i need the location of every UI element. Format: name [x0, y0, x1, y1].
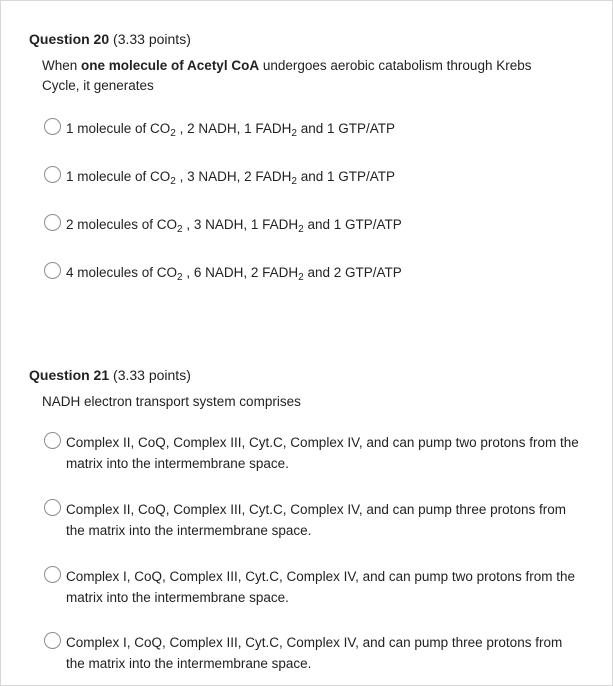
radio-button[interactable] [44, 499, 61, 516]
option-label: 2 molecules of $CO_2$ , 3 NADH, 1 $FADH_2$ and 1 GTP/ATP [66, 217, 402, 235]
question-points: (3.33 points) [113, 367, 191, 383]
option-label: 4 molecules of $CO_2$ , 6 NADH, 2 $FADH_2$ and 2 GTP/ATP [66, 265, 402, 283]
option-label: Complex II, CoQ, Complex III, Cyt.C, Complex IV, and can pump two protons from the matrix into the intermembrane space. [66, 435, 579, 471]
q21-option-2[interactable] [44, 499, 584, 541]
question-label: Question 20 [29, 31, 110, 47]
option-label: 1 molecule of $CO_2$ , 3 NADH, 2 $FADH_2$ and 1 GTP/ATP [66, 169, 395, 187]
q20-option-2[interactable] [44, 166, 584, 187]
radio-button[interactable] [44, 432, 61, 449]
radio-button[interactable] [44, 566, 61, 583]
question-21-prompt: NADH electron transport system comprises [42, 394, 301, 409]
option-label: Complex II, CoQ, Complex III, Cyt.C, Complex IV, and can pump three protons from the matrix into the intermembrane space. [66, 502, 566, 538]
question-label: Question 21 [29, 367, 110, 383]
question-points: (3.33 points) [113, 31, 191, 47]
option-label: 1 molecule of $CO_2$ , 2 NADH, 1 $FADH_2$ and 1 GTP/ATP [66, 121, 395, 139]
radio-button[interactable] [44, 214, 61, 231]
prompt-text: When [42, 58, 82, 73]
q20-option-1[interactable] [44, 118, 584, 139]
q20-option-3[interactable] [44, 214, 584, 235]
option-label: Complex I, CoQ, Complex III, Cyt.C, Complex IV, and can pump two protons from the matrix into the intermembrane space. [66, 569, 575, 605]
prompt-bold-text: one molecule of Acetyl CoA [81, 58, 260, 73]
radio-button[interactable] [44, 166, 61, 183]
q21-option-3[interactable] [44, 566, 584, 608]
prompt-text: undergoes aerobic catabolism through Krebs Cycle, it generates [42, 58, 532, 93]
question-20-prompt [42, 56, 562, 96]
radio-button[interactable] [44, 118, 61, 135]
q21-option-4[interactable] [44, 632, 584, 674]
radio-button[interactable] [44, 632, 61, 649]
radio-button[interactable] [44, 262, 61, 279]
q20-option-4[interactable] [44, 262, 584, 283]
question-20-title [29, 30, 191, 48]
question-21-title [29, 366, 191, 384]
option-label: Complex I, CoQ, Complex III, Cyt.C, Complex IV, and can pump three protons from the matrix into the intermembrane space. [66, 635, 563, 671]
q21-option-1[interactable] [44, 432, 584, 474]
